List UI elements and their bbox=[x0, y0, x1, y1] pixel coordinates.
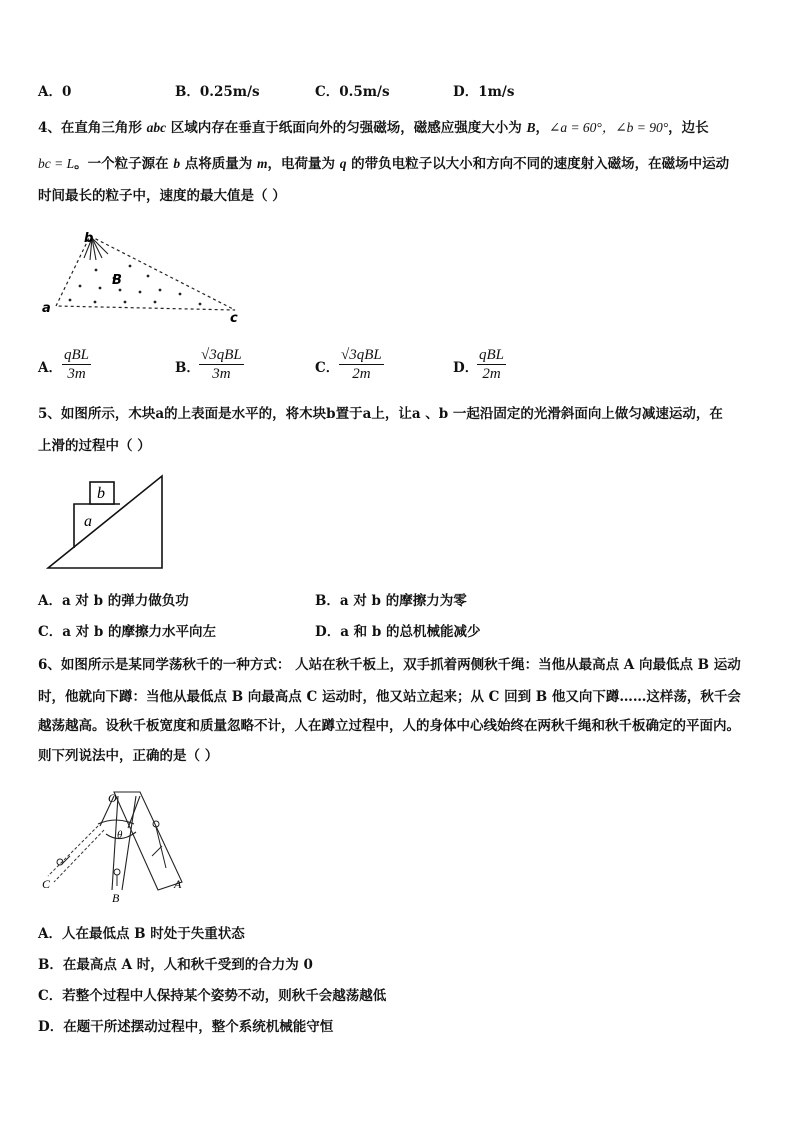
q5-incline-figure bbox=[46, 474, 176, 574]
q6-option-c: C．若整个过程中人保持某个姿势不动，则秋千会越荡越低 bbox=[38, 988, 387, 1004]
q5-fig-label-a: a bbox=[84, 513, 92, 530]
q6-fig-label-O: O bbox=[108, 791, 117, 805]
q3-option-a: A．0 bbox=[38, 84, 72, 100]
q6-line-4: 则下列说法中，正确的是（ ） bbox=[38, 748, 219, 764]
q5-line-1: 5、如图所示，木块a的上表面是水平的，将木块b置于a上，让a 、b 一起沿固定的光滑斜面向上做匀减速运动，在 bbox=[38, 406, 723, 422]
q4-line-3: 时间最长的粒子中，速度的最大值是（ ） bbox=[38, 188, 286, 204]
q4-option-b-fraction: √3qBL 3m bbox=[201, 347, 242, 382]
q4-fig-label-B: B bbox=[112, 273, 122, 288]
q4-option-c-label: C． bbox=[315, 360, 340, 376]
q4-option-d-label: D． bbox=[453, 360, 479, 376]
q3-option-c: C．0.5m/s bbox=[315, 84, 390, 100]
q4-fig-label-b: b bbox=[84, 231, 94, 246]
q6-fig-label-A: A bbox=[174, 877, 182, 891]
q6-fig-label-theta: θ bbox=[117, 829, 123, 841]
q6-option-a: A．人在最低点 B 时处于失重状态 bbox=[38, 926, 245, 942]
q5-line-2: 上滑的过程中（ ） bbox=[38, 438, 151, 454]
q5-option-a: A．a 对 b 的弹力做负功 bbox=[38, 593, 189, 609]
q5-option-b: B．a 对 b 的摩擦力为零 bbox=[315, 593, 467, 609]
q4-fig-label-a: a bbox=[42, 301, 51, 316]
q4-fig-label-c: c bbox=[230, 311, 238, 326]
q4-line-1: 4、在直角三角形 abc 区域内存在垂直于纸面向外的匀强磁场，磁感应强度大小为 B，∠a = 60°，∠b = 90°，边长 bbox=[38, 120, 709, 136]
q3-option-b: B．0.25m/s bbox=[175, 84, 260, 100]
q6-option-d: D．在题干所述摆动过程中，整个系统机械能守恒 bbox=[38, 1019, 334, 1035]
q6-line-2: 时，他就向下蹲：当他从最低点 B 向最高点 C 运动时，他又站立起来；从 C 回到 B 他又向下蹲……这样荡，秋千会 bbox=[38, 689, 741, 705]
q6-option-b: B．在最高点 A 时，人和秋千受到的合力为 0 bbox=[38, 957, 313, 973]
q4-triangle-figure bbox=[40, 228, 250, 328]
q6-line-3: 越荡越高。设秋千板宽度和质量忽略不计，人在蹲立过程中，人的身体中心线始终在两秋千绳和秋千板确定的平面内。 bbox=[38, 718, 740, 734]
q5-option-d: D．a 和 b 的总机械能减少 bbox=[315, 624, 481, 640]
q4-option-a-fraction: qBL 3m bbox=[64, 347, 90, 382]
q6-fig-label-C: C bbox=[42, 877, 51, 891]
q4-line-2: bc = L。一个粒子源在 b 点将质量为 m，电荷量为 q 的带负电粒子以大小和方向不同的速度射入磁场，在磁场中运动 bbox=[38, 156, 730, 172]
q5-option-c: C．a 对 b 的摩擦力水平向左 bbox=[38, 624, 217, 640]
q4-option-c-fraction: √3qBL 2m bbox=[341, 347, 382, 382]
q4-option-a-label: A． bbox=[38, 360, 62, 376]
q6-fig-label-B: B bbox=[112, 891, 120, 905]
q4-option-d-fraction: qBL 2m bbox=[479, 347, 505, 382]
q6-line-1: 6、如图所示是某同学荡秋千的一种方式： 人站在秋千板上，双手抓着两侧秋千绳：当他从最高点 A 向最低点 B 运动 bbox=[38, 657, 741, 673]
q5-fig-label-b: b bbox=[97, 485, 105, 502]
q4-option-b-label: B． bbox=[175, 360, 200, 376]
q3-option-d: D．1m/s bbox=[453, 84, 515, 100]
q6-swing-figure bbox=[40, 786, 200, 906]
